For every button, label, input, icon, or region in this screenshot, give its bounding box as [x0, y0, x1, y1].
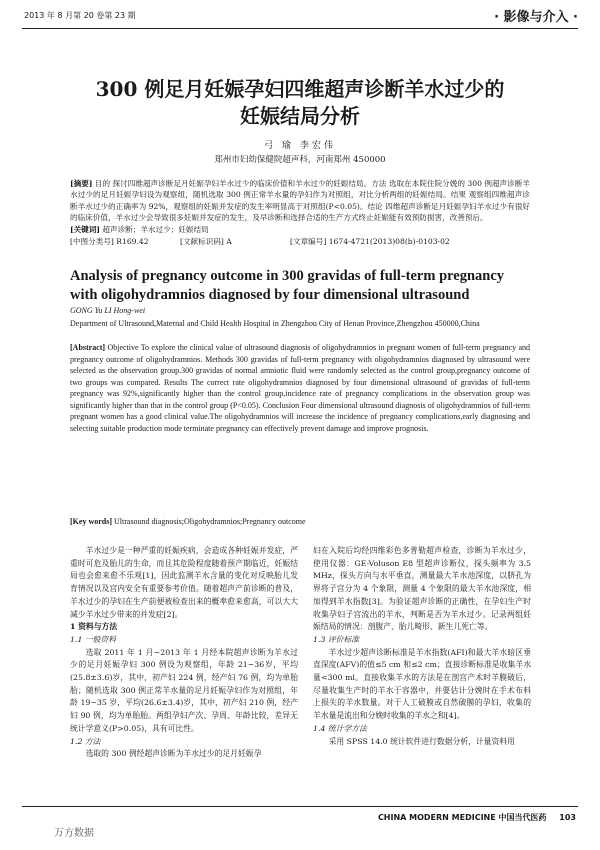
footer: [378, 812, 576, 823]
chinese-title-line1: 300 例足月妊娠孕妇四维超声诊断羊水过少的: [95, 77, 505, 101]
chinese-keywords: [70, 224, 530, 235]
english-abstract-text: Objective To explore the clinical value of ultrasound diagnosis of oligohydramnios in pregnant women of full-term pregnancy and pregnancy outcome of oligohydramnios. Methods 300 gravidas of full-term pregnancy with oligohydramnios diagnosed by ultrasound were selected as the observation group.300 gravidas of normal amniotic fluid were randomly selected as the control group,pregnancy outcome of two groups was compared. Results The correct rate oligohydramnios diagnosed by four dimensional ultrasound of gravidas of full-term pregnancy was 92%,significantly higher than the control group,incidence rate of pregnancy complications in the observation group was significantly higher than that in the control group (P<0.05). Conclusion Four dimensional ultrasound diagnosis of oligohydramnios of full-term pregnant women has a good clinical value.The oligohydramnios will increase the incidence of pregnancy complications,early diagnosing and selecting suitable production mode terminate pregnancy can effectively prevent damage and improve prognosis.: [70, 343, 531, 433]
chinese-abstract-label: [摘要]: [70, 179, 93, 188]
english-keywords-label: [Key words]: [70, 517, 112, 526]
english-title-line1: Analysis of pregnancy outcome in 300 gravidas of full-term pregnancy: [70, 268, 505, 284]
subsection-heading: 1.2 方法: [70, 736, 101, 746]
article-number: [文章编号] 1674-4721(2013)08(b)-0103-02: [290, 237, 450, 246]
body-column-right: [313, 545, 531, 748]
document-code: [文献标识码] A: [180, 237, 232, 246]
english-authors: GONG Yu LI Hong-wei: [70, 306, 146, 315]
subsection-heading: 1.3 评价标准: [313, 634, 360, 644]
clc-number: [中图分类号] R169.42: [70, 237, 149, 246]
journal-name: CHINA MODERN MEDICINE 中国当代医药: [377, 813, 547, 822]
chinese-title: [0, 76, 600, 130]
header-divider: [22, 28, 578, 29]
issue-info: 2013 年 8 月第 20 卷第 23 期: [24, 11, 136, 20]
methods-paragraph-continued: 妇在入院后均经四维彩色多普勒超声检查，诊断为羊水过少，使用仪器：GE-Voluson E8 型超声诊断仪，探头频率为 3.5 MHz，探头方向与水平垂直，测量最大羊水池深度，以脐孔为界将子宫分为 4 个象限，测量 4 个象限的最大羊水池深度，相加得到羊水指数[3]。为验证超声诊断的正确性，在孕妇生产时收集孕妇子宫流出的羊水，判断是否为羊水过少。记录两组妊娠结局的情况：剖腹产、胎儿畸形、新生儿死亡等。: [313, 546, 531, 632]
chinese-keywords-text: 超声诊断；羊水过少；妊娠结局: [102, 225, 209, 234]
chinese-abstract-text: 目的 探讨四维超声诊断足月妊娠孕妇羊水过少的临床价值和羊水过少的妊娠结局。方法 选取在本院住院分娩的 300 例超声诊断羊水过少的足月妊娠孕妇设为观察组，随机选取 300 例正常羊水量的孕妇作为对照组，对比分析两组的妊娠结局。结果 观察组四维超声诊断羊水过少的正确率为 92%，观察组的妊娠并发症的发生率明显高于对照组(P<0.05)。结论 四维超声诊断足月妊娠孕妇羊水过少有很好的临床价值，羊水过少会导致很多妊娠并发症的发生，及早诊断和选择合适的生产方式终止妊娠能有效预防损害，改善预后。: [70, 179, 530, 223]
chinese-authors: 弓 瑜 李宏伟: [264, 141, 336, 151]
english-keywords: [70, 517, 530, 526]
english-title: [70, 267, 540, 305]
english-abstract: [70, 342, 530, 434]
chinese-keywords-label: [关键词]: [70, 225, 100, 234]
chinese-title-line2: 妊娠结局分析: [240, 104, 360, 128]
footer-divider: [22, 806, 578, 807]
intro-paragraph: 羊水过少是一种严重的妊娠疾病，会造成各种妊娠并发症，严重时可危及胎儿的生命，而且其危险程度随着预产期临近，妊娠结局也会愈来愈不乐观[1]，因此监测羊水含量的变化对反映胎儿发育情况以及宫内安全有重要参考价值。随着超声产前诊断的普及，羊水过少的孕妇在生产前便被检查出来的概率愈来愈高，可以大大减少羊水过少带来的并发症[2]。: [70, 546, 298, 619]
english-keywords-text: Ultrasound diagnosis;Oligohydramnios;Pregnancy outcome: [114, 517, 306, 526]
chinese-abstract: [70, 178, 530, 224]
classification-row: [70, 236, 530, 247]
methods-paragraph: 选取的 300 例经超声诊断为羊水过少的足月妊娠孕: [85, 749, 262, 759]
subsection-heading: 1.1 一般资料: [70, 634, 117, 644]
subsection-heading: 1.4 统计学方法: [313, 723, 367, 733]
chinese-affiliation: 郑州市妇幼保健院超声科，河南郑州 450000: [214, 155, 386, 165]
section-label: · 影像与介入 ·: [494, 10, 578, 25]
criteria-paragraph: 羊水过少超声诊断标准是羊水指数(AFI)和最大羊水暗区垂直深度(AFV)的值≤5 cm 和≤2 cm；直接诊断标准是收集羊水量<300 ml。直接收集羊水的方法是在剖宫产术时羊膜破后，尽量收集生产时的羊水于容器中，并要估计分娩时在手术布料上损失的羊水数量。对于人工破膜或自然破膜的孕妇，收集的羊水量是流出和分娩时收集的羊水之和[4]。: [313, 647, 531, 721]
general-data-paragraph: 选取 2011 年 1 月~2013 年 1 月经本院超声诊断为羊水过少的足月妊娠孕妇 300 例设为观察组，年龄 21~36岁，平均(25.8±3.6)岁，其中，初产妇 224 例，经产妇 76 例，均为单胎胎；随机选取 300 例正常羊水量的足月妊娠孕妇作为对照组，年龄 19~35 岁，平均(26.6±3.4)岁，其中，初产妇 210 例，经产妇 90 例，均为单胎胎。两组孕妇产次、孕周、年龄比较，差异无统计学意义(P>0.05)，具有可比性。: [70, 647, 298, 733]
section-heading: 1 资料与方法: [70, 622, 118, 632]
english-abstract-label: [Abstract]: [70, 343, 106, 352]
body-column-left: [70, 545, 298, 761]
statistics-paragraph: 采用 SPSS 14.0 统计软件进行数据分析，计量资料用: [328, 736, 515, 746]
english-title-line2: with oligohydramnios diagnosed by four dimensional ultrasound: [70, 287, 470, 303]
english-affiliation: Department of Ultrasound,Maternal and Child Health Hospital in Zhengzhou City of Henan Province,Zhengzhou 450000,China: [70, 319, 480, 328]
page-number: 103: [559, 813, 576, 822]
watermark: 万方数据: [54, 828, 94, 839]
